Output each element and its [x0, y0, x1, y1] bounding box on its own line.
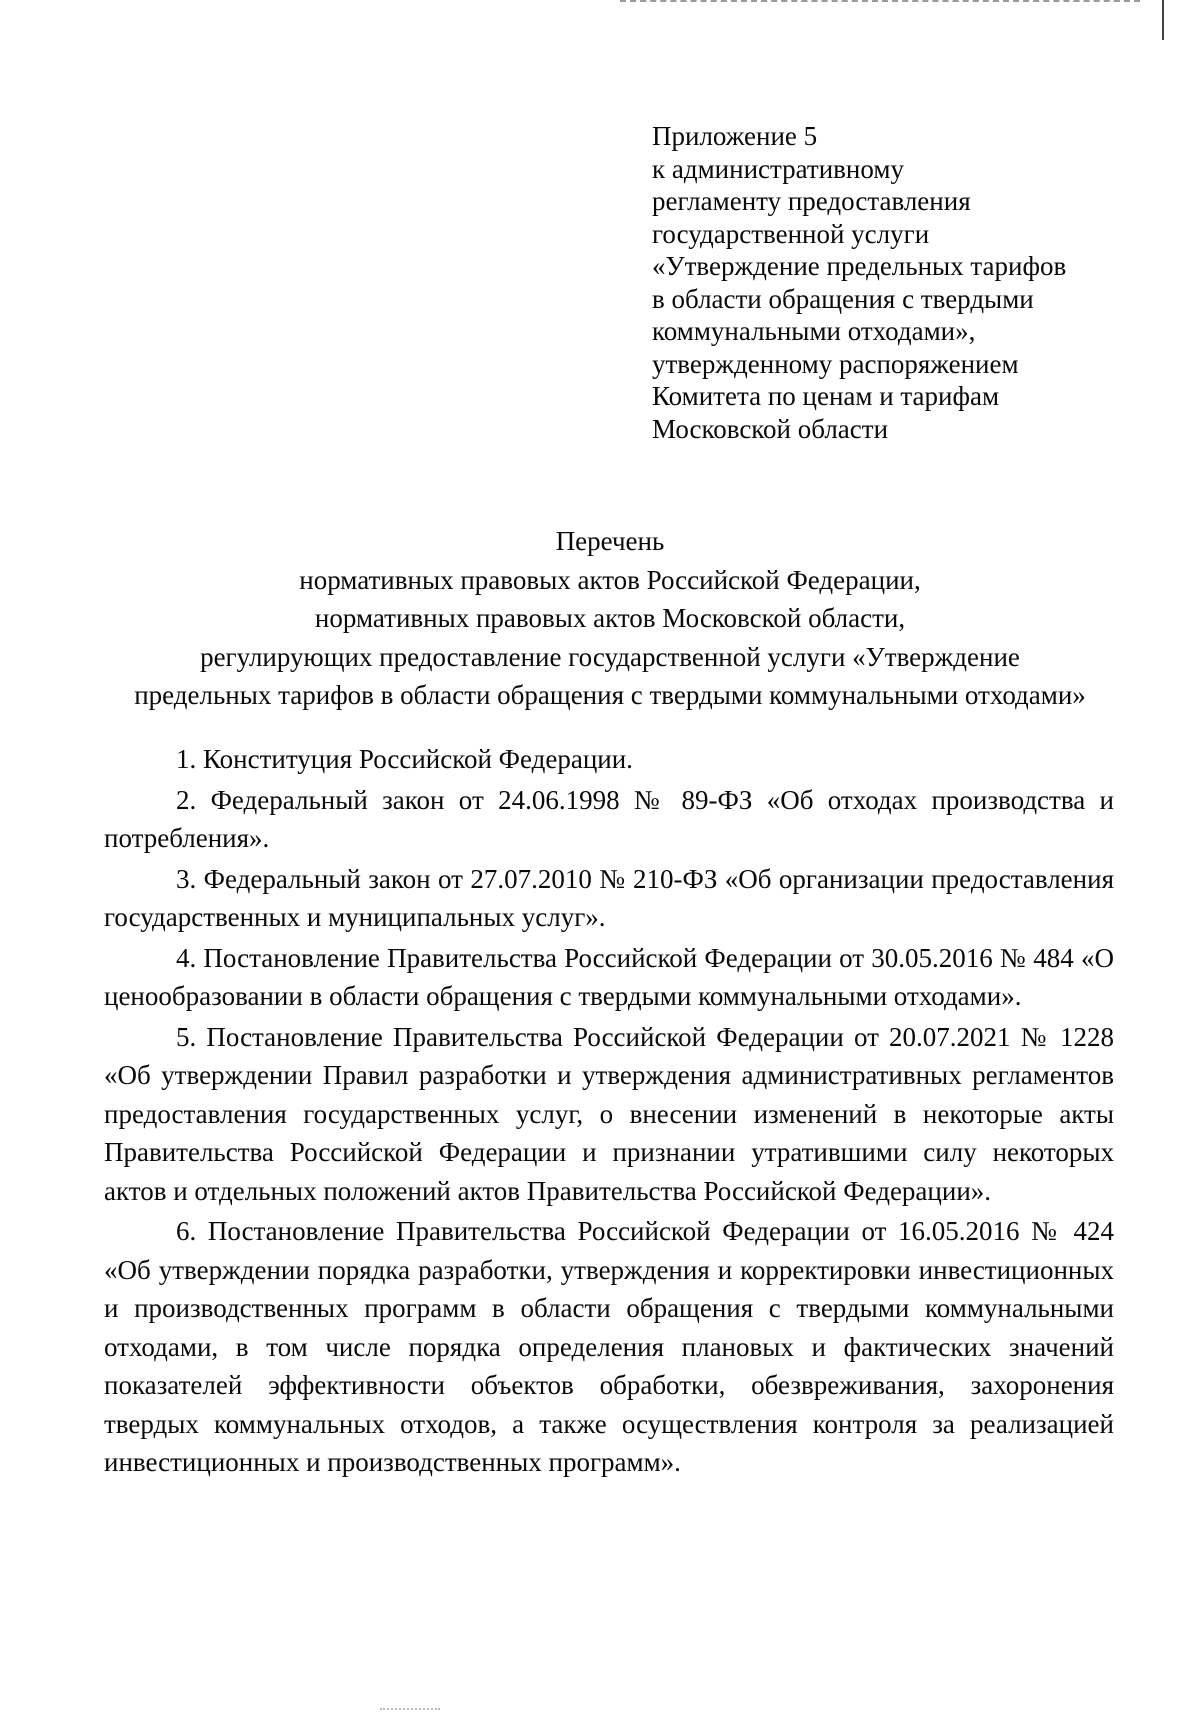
- approval-line: Приложение 5: [652, 121, 818, 151]
- approval-line: Московской области: [652, 413, 889, 444]
- title-line: Перечень: [555, 526, 665, 556]
- scan-artifact-bottom-line: [380, 1708, 440, 1710]
- title-line: предельных тарифов в области обращения с твердыми коммунальными отходами»: [134, 680, 1086, 710]
- approval-block: [652, 120, 1152, 445]
- approval-line: государственной услуги: [652, 218, 930, 249]
- list-item: 5. Постановление Правительства Российской Федерации от 20.07.2021 № 1228 «Об утверждении Правил разработки и утверждения административных регламентов предоставления государственных услуг, о внесении изменений в некоторые акты Правительства Российской Федерации и признании утратившими силу некоторых актов и отдельных положений актов Правительства Российской Федерации».: [104, 1021, 1114, 1206]
- approval-line: коммунальными отходами»,: [652, 316, 976, 346]
- list-item: 4. Постановление Правительства Российской Федерации от 30.05.2016 № 484 «О ценообразовании в области обращения с твердыми коммунальными отходами».: [104, 942, 1114, 1011]
- list-item: 3. Федеральный закон от 27.07.2010 № 210-ФЗ «Об организации предоставления государственных и муниципальных услуг».: [104, 863, 1114, 932]
- title-line: нормативных правовых актов Московской области,: [314, 603, 906, 633]
- title-line: нормативных правовых актов Российской Федерации,: [299, 564, 921, 595]
- approval-line: регламенту предоставления: [652, 186, 971, 216]
- list-item: 2. Федеральный закон от 24.06.1998 № 89-ФЗ «Об отходах производства и потребления».: [104, 784, 1114, 853]
- approval-line: Комитета по ценам и тарифам: [652, 381, 1000, 411]
- title-line: регулирующих предоставление государственной услуги «Утверждение: [200, 641, 1020, 672]
- scan-artifact-corner: [1162, 0, 1186, 40]
- document-body: [104, 740, 1114, 1484]
- scan-artifact-top-line: [620, 0, 1140, 2]
- list-item: 1. Конституция Российской Федерации.: [176, 744, 633, 774]
- approval-line: к административному: [652, 153, 904, 184]
- approval-line: в области обращения с твердыми: [652, 283, 1034, 314]
- document-title: [60, 522, 1160, 715]
- approval-line: «Утверждение предельных тарифов: [652, 251, 1067, 281]
- list-item: 6. Постановление Правительства Российской Федерации от 16.05.2016 № 424 «Об утверждении порядка разработки, утверждения и корректировки инвестиционных и производственных программ в области обращения с твердыми коммунальными отходами, в том числе порядка определения плановых и фактических значений показателей эффективности объектов обработки, обезвреживания, захоронения твердых коммунальных отходов, а также осуществления контроля за реализацией инвестиционных и производственных программ».: [104, 1216, 1114, 1477]
- approval-line: утвержденному распоряжением: [652, 348, 1019, 379]
